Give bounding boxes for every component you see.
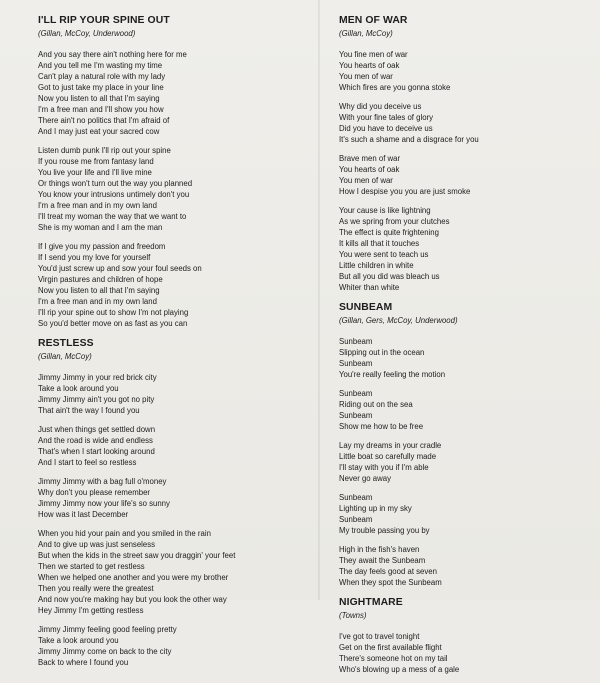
lyric-line: You men of war [339,72,393,81]
lyric-line: So you'd better move on as fast as you can [38,319,188,328]
song-credits: (Gillan, Gers, McCoy, Underwood) [339,316,458,325]
lyric-line: Take a look around you [38,636,119,645]
lyric-line: I'm a free man and I'll show you how [38,105,164,114]
lyric-line: Jimmy Jimmy ain't you got no pity [38,395,155,404]
lyric-line: I'll stay with you if I'm able [339,463,429,472]
stanza [339,101,597,145]
stanza [339,49,597,93]
lyric-line: And you tell me I'm wasting my time [38,61,163,70]
lyric-line: And now you're making hay but you look the other way [38,595,227,604]
lyric-line: Why did you deceive us [339,102,422,111]
lyric-line: Virgin pastures and children of hope [38,275,163,284]
lyric-line: Now you listen to all that I'm saying [38,286,160,295]
right-column [339,14,597,683]
lyric-line: Jimmy Jimmy in your red brick city [38,373,157,382]
lyric-line: Show me how to be free [339,422,424,431]
lyric-line: Jimmy Jimmy now your life's so sunny [38,499,170,508]
lyric-line: You fine men of war [339,50,408,59]
lyric-line: If I give you my passion and freedom [38,242,166,251]
song-title: RESTLESS [38,338,94,349]
stanza [339,153,597,197]
lyric-line: There ain't no politics that I'm afraid of [38,116,170,125]
stanza [339,544,597,588]
lyric-line: Just when things get settled down [38,425,156,434]
lyric-line: Get on the first available flight [339,643,442,652]
stanza [38,528,310,616]
lyric-line: You know your intrusions untimely don't you [38,190,190,199]
lyric-line: I've got to travel tonight [339,632,420,641]
lyric-line: Sunbeam [339,337,373,346]
lyric-line: Whiter than white [339,283,400,292]
lyric-line: Sunbeam [339,515,373,524]
lyric-line: If you rouse me from fantasy land [38,157,154,166]
song-title: SUNBEAM [339,302,393,313]
song-credits: (Gillan, McCoy) [339,29,393,38]
lyric-line: With your fine tales of glory [339,113,434,122]
lyric-line: How I despise you you are just smoke [339,187,471,196]
lyric-line: Lay my dreams in your cradle [339,441,442,450]
lyric-line: Little children in white [339,261,414,270]
stanza [38,424,310,468]
lyric-line: It kills all that it touches [339,239,420,248]
stanza [38,624,310,668]
lyric-line: You're really feeling the motion [339,370,446,379]
lyric-line: When they spot the Sunbeam [339,578,442,587]
lyric-line: I'll treat my woman the way that we want to [38,212,187,221]
lyric-line: Then we started to get restless [38,562,145,571]
lyric-line: Brave men of war [339,154,401,163]
lyric-line: It's such a shame and a disgrace for you [339,135,479,144]
lyric-line: My trouble passing you by [339,526,430,535]
stanza [38,49,310,137]
lyric-line: Little boat so carefully made [339,452,437,461]
song-i-ll-rip-your-spine-out [38,14,310,329]
song-nightmare [339,596,597,675]
lyric-line: You hearts of oak [339,165,400,174]
lyric-line: And I may just eat your sacred cow [38,127,160,136]
lyric-line: Sunbeam [339,411,373,420]
lyric-line: And to give up was just senseless [38,540,156,549]
lyric-line: I'm a free man and in my own land [38,297,157,306]
lyric-line: Lighting up in my sky [339,504,412,513]
lyric-line: And you say there ain't nothing here for me [38,50,187,59]
song-restless [38,337,310,668]
lyric-line: Got to just take my place in your line [38,83,164,92]
lyric-line: I'll rip your spine out to show I'm not playing [38,308,189,317]
lyric-line: And the road is wide and endless [38,436,153,445]
stanza [339,492,597,536]
lyric-line: But all you did was bleach us [339,272,440,281]
lyric-line: Who's blowing up a mess of a gale [339,665,460,674]
lyric-line: Back to where I found you [38,658,129,667]
lyric-line: But when the kids in the street saw you draggin' your feet [38,551,236,560]
stanza [38,145,310,233]
stanza [339,440,597,484]
lyric-line: Sunbeam [339,493,373,502]
lyric-line: Slipping out in the ocean [339,348,425,357]
lyric-line: You men of war [339,176,393,185]
lyric-line: When you hid your pain and you smiled in the rain [38,529,211,538]
page-fold [318,0,320,600]
lyric-line: That ain't the way I found you [38,406,140,415]
lyric-line: There's someone hot on my tail [339,654,448,663]
lyric-line: Never go away [339,474,392,483]
lyric-line: The day feels good at seven [339,567,437,576]
lyric-line: Jimmy Jimmy come on back to the city [38,647,172,656]
lyric-line: Jimmy Jimmy with a bag full o'money [38,477,167,486]
lyric-line: When we helped one another and you were my brother [38,573,229,582]
stanza [38,241,310,329]
lyric-line: Sunbeam [339,389,373,398]
song-credits: (Towns) [339,611,367,620]
song-credits: (Gillan, McCoy) [38,352,92,361]
lyric-line: Take a look around you [38,384,119,393]
lyric-line: High in the fish's haven [339,545,420,554]
lyric-line: Riding out on the sea [339,400,413,409]
lyric-line: Why don't you please remember [38,488,150,497]
stanza [339,205,597,293]
stanza [339,336,597,380]
lyric-line: You were sent to teach us [339,250,429,259]
lyric-line: Hey Jimmy I'm getting restless [38,606,144,615]
stanza [339,631,597,675]
lyric-line: Sunbeam [339,359,373,368]
lyric-line: They await the Sunbeam [339,556,426,565]
song-men-of-war [339,14,597,293]
lyric-line: She is my woman and I am the man [38,223,163,232]
lyric-line: Then you really were the greatest [38,584,154,593]
lyric-line: Now you listen to all that I'm saying [38,94,160,103]
song-title: MEN OF WAR [339,15,408,26]
song-sunbeam [339,301,597,588]
lyric-line: You hearts of oak [339,61,400,70]
lyric-line: Jimmy Jimmy feeling good feeling pretty [38,625,177,634]
lyric-line: You live your life and I'll live mine [38,168,152,177]
lyric-line: I'm a free man and in my own land [38,201,157,210]
lyric-line: Can't play a natural role with my lady [38,72,166,81]
lyric-line: Did you have to deceive us [339,124,433,133]
song-credits: (Gillan, McCoy, Underwood) [38,29,136,38]
lyric-line: You'd just screw up and sow your foul seeds on [38,264,202,273]
lyric-line: Or things won't turn out the way you planned [38,179,193,188]
stanza [339,388,597,432]
lyric-line: That's when I start looking around [38,447,155,456]
lyric-line: And I start to feel so restless [38,458,137,467]
song-title: NIGHTMARE [339,597,403,608]
song-title: I'LL RIP YOUR SPINE OUT [38,15,170,26]
lyric-line: Which fires are you gonna stoke [339,83,451,92]
lyric-line: Your cause is like lightning [339,206,431,215]
stanza [38,476,310,520]
lyric-line: If I send you my love for yourself [38,253,151,262]
lyric-line: As we spring from your clutches [339,217,450,226]
lyric-line: How was it last December [38,510,129,519]
lyric-line: Listen dumb punk I'll rip out your spine [38,146,171,155]
stanza [38,372,310,416]
lyric-line: The effect is quite frightening [339,228,439,237]
left-column [38,14,310,676]
